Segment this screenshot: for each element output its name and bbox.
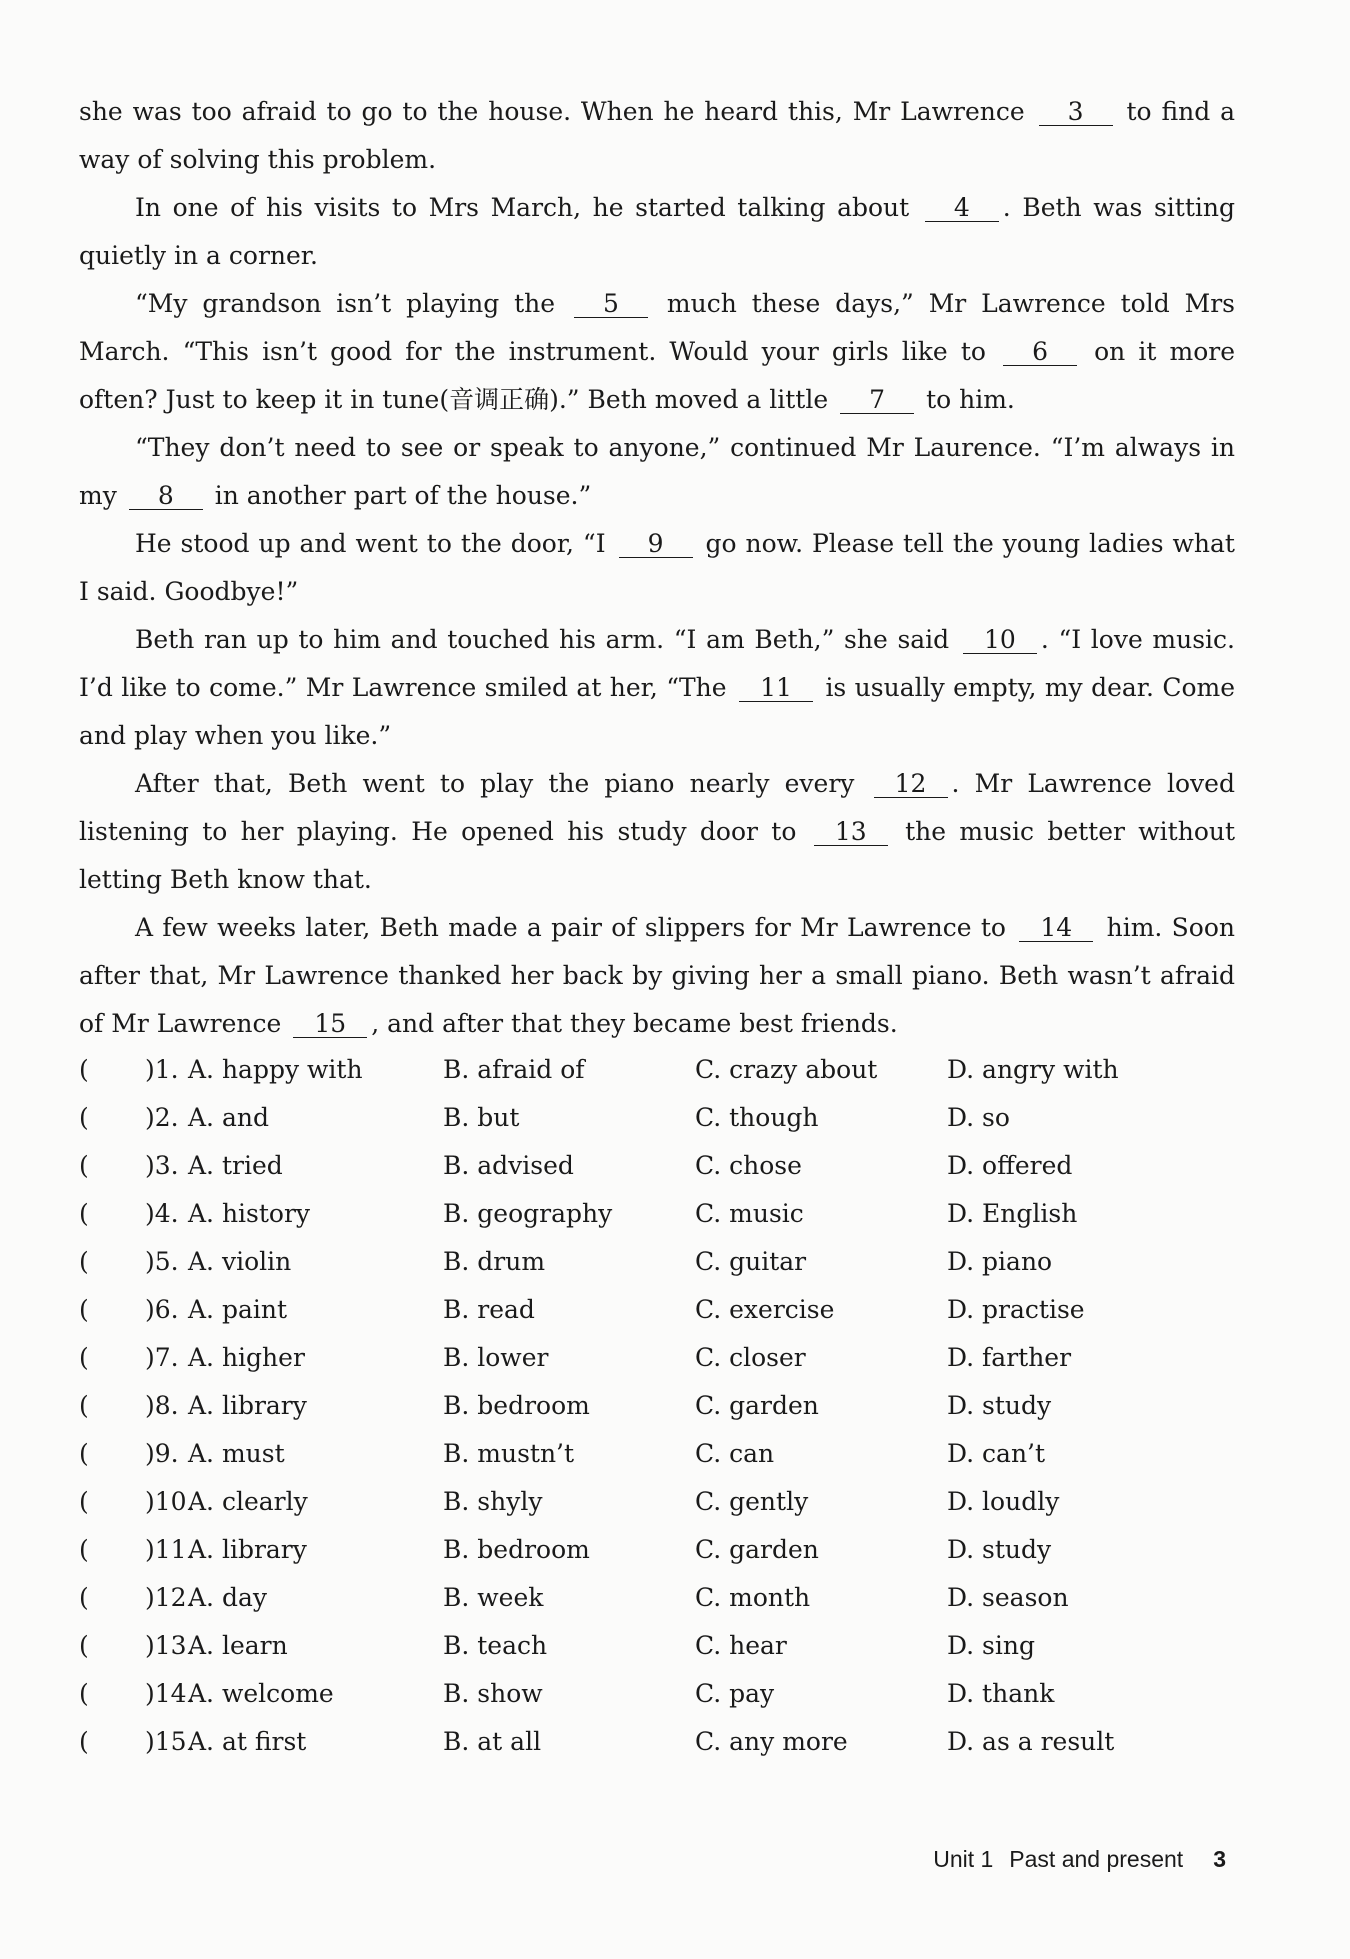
option-d: D. sing xyxy=(947,1631,1035,1660)
question-number: )6. xyxy=(145,1295,179,1324)
option-d: D. offered xyxy=(947,1151,1073,1180)
passage-paragraph xyxy=(79,280,1235,424)
option-a: A. welcome xyxy=(188,1679,334,1708)
option-a: A. violin xyxy=(188,1247,292,1276)
answer-blank: 8 xyxy=(129,483,203,510)
option-c: C. chose xyxy=(695,1151,802,1180)
answer-blank: 15 xyxy=(293,1011,367,1038)
option-a: A. and xyxy=(188,1103,269,1132)
question-row xyxy=(79,1382,1235,1430)
question-row xyxy=(79,1526,1235,1574)
passage-text: He stood up and went to the door, “I xyxy=(135,529,606,558)
option-b: B. at all xyxy=(443,1727,542,1756)
option-a: A. learn xyxy=(188,1631,288,1660)
passage-paragraph xyxy=(79,424,1235,520)
question-number: )8. xyxy=(145,1391,179,1420)
option-c: C. closer xyxy=(695,1343,806,1372)
passage-text: “They don’t need to see or speak to anyone,” continued Mr Laurence. “I’m always in my xyxy=(79,433,1235,510)
option-b: B. but xyxy=(443,1103,520,1132)
reading-passage xyxy=(79,88,1235,1048)
option-d: D. study xyxy=(947,1391,1052,1420)
option-a: A. higher xyxy=(188,1343,305,1372)
option-a: A. tried xyxy=(188,1151,283,1180)
option-d: D. season xyxy=(947,1583,1069,1612)
passage-text: him. Soon after that, Mr Lawrence thanked her back by giving her a small piano. Beth wasn’t afraid of Mr Lawrence xyxy=(79,913,1235,1038)
answer-blank: 3 xyxy=(1039,99,1113,126)
question-number: )15. xyxy=(145,1727,195,1756)
passage-text: , and after that they became best friends. xyxy=(371,1009,898,1038)
option-d: D. English xyxy=(947,1199,1078,1228)
passage-text: . Mr Lawrence loved listening to her playing. He opened his study door to xyxy=(79,769,1235,846)
option-c: C. month xyxy=(695,1583,811,1612)
option-c: C. crazy about xyxy=(695,1055,878,1084)
passage-text: In one of his visits to Mrs March, he started talking about xyxy=(135,193,910,222)
option-d: D. piano xyxy=(947,1247,1053,1276)
answer-blank: 13 xyxy=(814,819,888,846)
option-c: C. gently xyxy=(695,1487,809,1516)
option-d: D. farther xyxy=(947,1343,1072,1372)
unit-label: Unit 1 xyxy=(933,1846,994,1872)
option-d: D. study xyxy=(947,1535,1052,1564)
passage-text: Beth ran up to him and touched his arm. “I am Beth,” she said xyxy=(135,625,950,654)
passage-text: . “I love music. I’d like to come.” Mr Lawrence smiled at her, “The xyxy=(79,625,1235,702)
option-b: B. drum xyxy=(443,1247,546,1276)
option-c: C. garden xyxy=(695,1535,819,1564)
passage-paragraph xyxy=(79,616,1235,760)
question-number: )5. xyxy=(145,1247,179,1276)
passage-text: “My grandson isn’t playing the xyxy=(135,289,556,318)
question-row xyxy=(79,1286,1235,1334)
question-row xyxy=(79,1478,1235,1526)
question-number: )9. xyxy=(145,1439,179,1468)
answer-bracket: ( xyxy=(79,1631,89,1660)
question-row xyxy=(79,1334,1235,1382)
question-row xyxy=(79,1190,1235,1238)
option-c: C. though xyxy=(695,1103,819,1132)
answer-bracket: ( xyxy=(79,1103,89,1132)
question-row xyxy=(79,1142,1235,1190)
passage-paragraph xyxy=(79,88,1235,184)
passage-text: is usually empty, my dear. Come and play when you like.” xyxy=(79,673,1236,750)
passage-text: she was too afraid to go to the house. When he heard this, Mr Lawrence xyxy=(79,97,1025,126)
option-c: C. exercise xyxy=(695,1295,835,1324)
answer-bracket: ( xyxy=(79,1151,89,1180)
question-number: )2. xyxy=(145,1103,179,1132)
multiple-choice-list xyxy=(79,1046,1235,1766)
option-d: D. can’t xyxy=(947,1439,1046,1468)
answer-bracket: ( xyxy=(79,1199,89,1228)
page-number: 3 xyxy=(1213,1846,1226,1872)
question-row xyxy=(79,1238,1235,1286)
answer-bracket: ( xyxy=(79,1055,89,1084)
option-a: A. day xyxy=(188,1583,267,1612)
option-b: B. show xyxy=(443,1679,543,1708)
answer-bracket: ( xyxy=(79,1391,89,1420)
option-b: B. lower xyxy=(443,1343,549,1372)
option-c: C. guitar xyxy=(695,1247,807,1276)
option-b: B. mustn’t xyxy=(443,1439,575,1468)
page-footer xyxy=(933,1846,1226,1873)
option-b: B. bedroom xyxy=(443,1391,590,1420)
question-row xyxy=(79,1574,1235,1622)
question-number: )7. xyxy=(145,1343,179,1372)
answer-blank: 9 xyxy=(619,531,693,558)
unit-title: Past and present xyxy=(1009,1846,1184,1872)
passage-text: the music better without letting Beth know that. xyxy=(79,817,1236,894)
passage-paragraph xyxy=(79,904,1235,1048)
answer-blank: 11 xyxy=(739,675,813,702)
option-d: D. angry with xyxy=(947,1055,1119,1084)
option-a: A. at first xyxy=(188,1727,307,1756)
option-a: A. history xyxy=(188,1199,311,1228)
option-d: D. loudly xyxy=(947,1487,1060,1516)
option-a: A. clearly xyxy=(188,1487,308,1516)
question-number: )4. xyxy=(145,1199,179,1228)
option-a: A. must xyxy=(188,1439,285,1468)
option-a: A. paint xyxy=(188,1295,287,1324)
answer-bracket: ( xyxy=(79,1487,89,1516)
option-c: C. any more xyxy=(695,1727,848,1756)
passage-text: on it more often? Just to keep it in tune(音调正确).” Beth moved a little xyxy=(79,337,1235,414)
option-c: C. hear xyxy=(695,1631,787,1660)
option-c: C. garden xyxy=(695,1391,819,1420)
answer-bracket: ( xyxy=(79,1535,89,1564)
question-row xyxy=(79,1094,1235,1142)
option-d: D. as a result xyxy=(947,1727,1115,1756)
question-number: )1. xyxy=(145,1055,179,1084)
option-b: B. shyly xyxy=(443,1487,543,1516)
question-number: )10. xyxy=(145,1487,195,1516)
passage-text: After that, Beth went to play the piano nearly every xyxy=(135,769,855,798)
passage-paragraph xyxy=(79,520,1235,616)
option-a: A. happy with xyxy=(188,1055,363,1084)
option-b: B. week xyxy=(443,1583,544,1612)
passage-text: in another part of the house.” xyxy=(214,481,592,510)
passage-text: much these days,” Mr Lawrence told Mrs March. “This isn’t good for the instrument. Would your girls like to xyxy=(79,289,1236,366)
question-row xyxy=(79,1670,1235,1718)
passage-paragraph xyxy=(79,760,1235,904)
option-b: B. read xyxy=(443,1295,535,1324)
option-b: B. afraid of xyxy=(443,1055,585,1084)
answer-bracket: ( xyxy=(79,1727,89,1756)
question-number: )12. xyxy=(145,1583,195,1612)
answer-blank: 12 xyxy=(874,771,948,798)
passage-text: . Beth was sitting quietly in a corner. xyxy=(79,193,1235,270)
answer-bracket: ( xyxy=(79,1439,89,1468)
passage-paragraph xyxy=(79,184,1235,280)
answer-bracket: ( xyxy=(79,1295,89,1324)
option-b: B. teach xyxy=(443,1631,548,1660)
question-row xyxy=(79,1622,1235,1670)
answer-blank: 10 xyxy=(963,627,1037,654)
answer-blank: 6 xyxy=(1003,339,1077,366)
option-b: B. geography xyxy=(443,1199,613,1228)
answer-bracket: ( xyxy=(79,1247,89,1276)
question-number: )14. xyxy=(145,1679,195,1708)
answer-blank: 5 xyxy=(574,291,648,318)
option-b: B. bedroom xyxy=(443,1535,590,1564)
answer-bracket: ( xyxy=(79,1343,89,1372)
option-c: C. music xyxy=(695,1199,804,1228)
answer-blank: 14 xyxy=(1019,915,1093,942)
answer-blank: 7 xyxy=(840,387,914,414)
question-row xyxy=(79,1046,1235,1094)
question-row xyxy=(79,1430,1235,1478)
question-row xyxy=(79,1718,1235,1766)
passage-text: to find a way of solving this problem. xyxy=(79,97,1236,174)
option-a: A. library xyxy=(188,1391,307,1420)
answer-blank: 4 xyxy=(925,195,999,222)
option-d: D. practise xyxy=(947,1295,1085,1324)
question-number: )11. xyxy=(145,1535,195,1564)
option-d: D. thank xyxy=(947,1679,1055,1708)
answer-bracket: ( xyxy=(79,1583,89,1612)
question-number: )3. xyxy=(145,1151,179,1180)
question-number: )13. xyxy=(145,1631,195,1660)
passage-text: go now. Please tell the young ladies what I said. Goodbye!” xyxy=(79,529,1235,606)
option-d: D. so xyxy=(947,1103,1010,1132)
passage-text: to him. xyxy=(926,385,1015,414)
passage-text: A few weeks later, Beth made a pair of slippers for Mr Lawrence to xyxy=(135,913,1006,942)
option-c: C. can xyxy=(695,1439,775,1468)
option-b: B. advised xyxy=(443,1151,574,1180)
option-c: C. pay xyxy=(695,1679,775,1708)
option-a: A. library xyxy=(188,1535,307,1564)
answer-bracket: ( xyxy=(79,1679,89,1708)
